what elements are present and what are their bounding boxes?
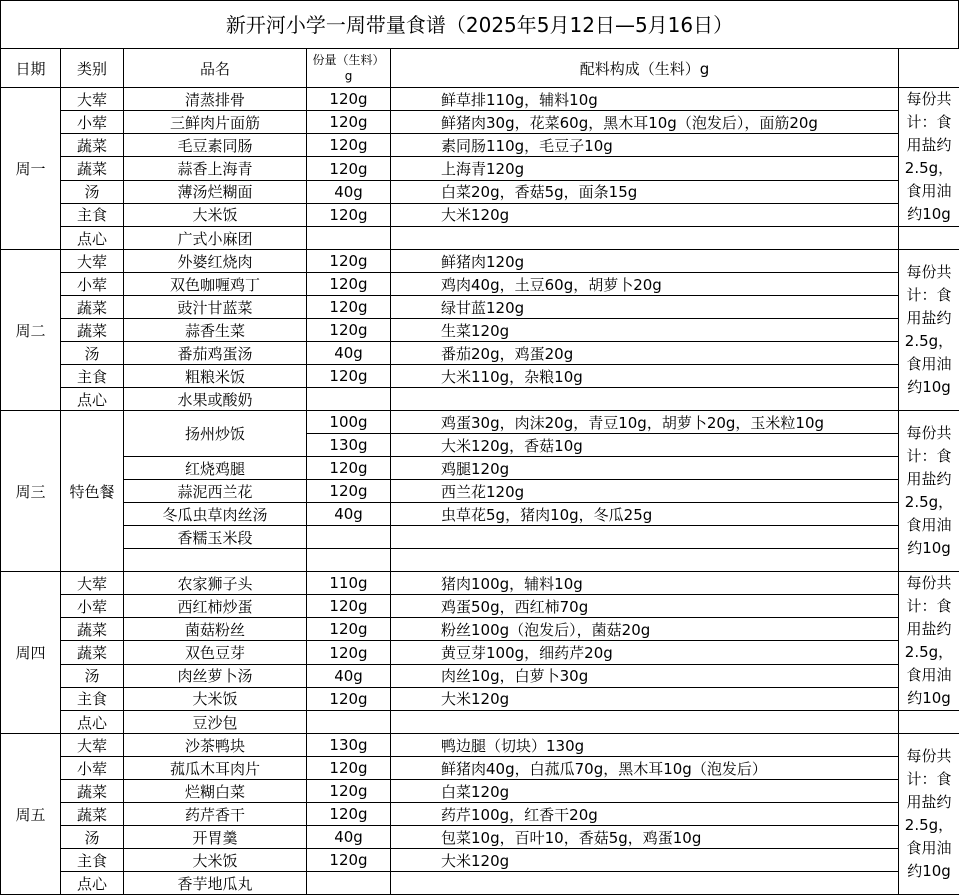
category-cell: 蔬菜 [61, 134, 124, 157]
note-cell: 每份共计：食用盐约2.5g，食用油约10g [899, 411, 959, 572]
category-cell: 大荤 [61, 734, 124, 757]
category-cell: 小荤 [61, 757, 124, 780]
table-row [1, 111, 959, 134]
category-cell: 特色餐 [61, 411, 124, 572]
materials-cell: 鸭边腿（切块）130g [391, 734, 899, 757]
materials-cell: 绿甘蓝120g [391, 296, 899, 319]
table-row [1, 342, 959, 365]
portion-cell: 40g [307, 664, 391, 687]
materials-cell [391, 227, 899, 250]
header-day: 日期 [1, 49, 61, 88]
table-row [1, 664, 959, 687]
table-row [1, 157, 959, 180]
materials-cell: 包菜10g，百叶10，香菇5g，鸡蛋10g [391, 826, 899, 849]
table-row [1, 250, 959, 273]
dish-cell: 粗粮米饭 [124, 365, 307, 388]
portion-cell: 120g [307, 296, 391, 319]
category-cell: 汤 [61, 180, 124, 203]
dish-cell: 双色咖喱鸡丁 [124, 273, 307, 296]
materials-cell: 鸡肉40g，土豆60g，胡萝卜20g [391, 273, 899, 296]
category-cell: 主食 [61, 365, 124, 388]
portion-cell: 40g [307, 826, 391, 849]
category-cell: 蔬菜 [61, 618, 124, 641]
table-row [1, 826, 959, 849]
table-row [1, 203, 959, 226]
portion-cell: 120g [307, 457, 391, 480]
dish-cell: 红烧鸡腿 [124, 457, 307, 480]
portion-cell [307, 227, 391, 250]
materials-cell: 鲜草排110g，辅料10g [391, 88, 899, 111]
portion-cell: 120g [307, 157, 391, 180]
category-cell: 蔬菜 [61, 780, 124, 803]
dish-cell: 扬州炒饭 [124, 411, 307, 457]
portion-cell: 120g [307, 203, 391, 226]
table-row [1, 757, 959, 780]
dish-cell: 肉丝萝卜汤 [124, 664, 307, 687]
dish-cell: 番茄鸡蛋汤 [124, 342, 307, 365]
materials-cell [391, 711, 899, 734]
portion-cell: 120g [307, 365, 391, 388]
category-cell: 主食 [61, 687, 124, 710]
table-row [1, 711, 959, 734]
category-cell: 汤 [61, 664, 124, 687]
dish-cell: 烂糊白菜 [124, 780, 307, 803]
dish-cell: 毛豆素同肠 [124, 134, 307, 157]
dish-cell: 大米饭 [124, 687, 307, 710]
header-dish: 品名 [124, 49, 307, 88]
header-portion [307, 49, 391, 88]
dish-cell: 蒜香上海青 [124, 157, 307, 180]
day-cell: 周一 [1, 88, 61, 250]
table-row [1, 388, 959, 411]
dish-cell: 大米饭 [124, 203, 307, 226]
portion-cell: 120g [307, 687, 391, 710]
page-title: 新开河小学一周带量食谱（2025年5月12日—5月16日） [0, 0, 959, 48]
header-portion-line1: 份量（生料） [312, 53, 384, 67]
portion-cell: 120g [307, 134, 391, 157]
portion-cell: 120g [307, 757, 391, 780]
note-cell: 每份共计：食用盐约2.5g，食用油约10g [899, 572, 959, 711]
category-cell: 蔬菜 [61, 319, 124, 342]
table-row [1, 365, 959, 388]
dish-cell: 药芹香干 [124, 803, 307, 826]
note-cell: 每份共计：食用盐约2.5g，食用油约10g [899, 734, 959, 895]
materials-cell: 大米110g，杂粮10g [391, 365, 899, 388]
category-cell: 点心 [61, 388, 124, 411]
note-cell-empty [899, 711, 959, 734]
note-cell: 每份共计：食用盐约2.5g，食用油约10g [899, 88, 959, 227]
materials-cell: 大米120g [391, 849, 899, 872]
dish-cell: 菌菇粉丝 [124, 618, 307, 641]
category-cell: 汤 [61, 826, 124, 849]
table-row [1, 595, 959, 618]
dish-cell: 薄汤烂糊面 [124, 180, 307, 203]
category-cell: 小荤 [61, 111, 124, 134]
materials-cell: 肉丝10g，白萝卜30g [391, 664, 899, 687]
category-cell: 蔬菜 [61, 641, 124, 664]
materials-cell: 黄豆芽100g，细药芹20g [391, 641, 899, 664]
portion-cell: 120g [307, 780, 391, 803]
table-row [1, 549, 959, 572]
materials-cell: 白菜120g [391, 780, 899, 803]
category-cell: 大荤 [61, 88, 124, 111]
portion-cell: 40g [307, 503, 391, 526]
portion-cell: 120g [307, 803, 391, 826]
category-cell: 小荤 [61, 273, 124, 296]
materials-cell: 生菜120g [391, 319, 899, 342]
portion-cell: 120g [307, 273, 391, 296]
table-row [1, 572, 959, 595]
dish-cell: 大米饭 [124, 849, 307, 872]
menu-table [0, 48, 959, 895]
dish-cell: 双色豆芽 [124, 641, 307, 664]
table-row [1, 273, 959, 296]
table-row [1, 618, 959, 641]
table-row [1, 503, 959, 526]
table-row [1, 803, 959, 826]
portion-cell: 120g [307, 849, 391, 872]
portion-cell: 40g [307, 342, 391, 365]
dish-cell: 菰瓜木耳肉片 [124, 757, 307, 780]
dish-cell: 蒜香生菜 [124, 319, 307, 342]
header-materials: 配料构成（生料）g [391, 49, 899, 88]
note-cell-empty [899, 227, 959, 250]
day-cell: 周五 [1, 734, 61, 895]
header-row [1, 49, 959, 88]
materials-cell: 药芹100g，红香干20g [391, 803, 899, 826]
materials-cell: 鲜猪肉30g，花菜60g，黑木耳10g（泡发后），面筋20g [391, 111, 899, 134]
portion-cell: 120g [307, 88, 391, 111]
materials-cell: 粉丝100g（泡发后），菌菇20g [391, 618, 899, 641]
materials-cell: 上海青120g [391, 157, 899, 180]
day-cell: 周三 [1, 411, 61, 572]
header-category: 类别 [61, 49, 124, 88]
dish-cell: 清蒸排骨 [124, 88, 307, 111]
materials-cell: 鲜猪肉40g，白菰瓜70g，黑木耳10g（泡发后） [391, 757, 899, 780]
table-row [1, 411, 959, 434]
header-note [899, 49, 959, 88]
materials-cell: 猪肉100g，辅料10g [391, 572, 899, 595]
portion-cell: 120g [307, 641, 391, 664]
category-cell: 主食 [61, 849, 124, 872]
category-cell: 点心 [61, 872, 124, 895]
table-row [1, 134, 959, 157]
portion-cell: 120g [307, 250, 391, 273]
header-portion-line2: g [345, 69, 353, 83]
portion-cell: 110g [307, 572, 391, 595]
table-row [1, 641, 959, 664]
table-row [1, 526, 959, 549]
dish-cell: 三鲜肉片面筋 [124, 111, 307, 134]
table-row [1, 780, 959, 803]
category-cell: 小荤 [61, 595, 124, 618]
materials-cell: 西兰花120g [391, 480, 899, 503]
materials-cell [391, 872, 899, 895]
category-cell: 点心 [61, 227, 124, 250]
dish-cell: 开胃羹 [124, 826, 307, 849]
portion-cell: 120g [307, 480, 391, 503]
dish-cell: 农家狮子头 [124, 572, 307, 595]
table-row [1, 687, 959, 710]
table-row [1, 319, 959, 342]
materials-cell: 鸡蛋50g，西红柿70g [391, 595, 899, 618]
materials-cell: 大米120g [391, 687, 899, 710]
portion-cell [307, 549, 391, 572]
dish-cell: 外婆红烧肉 [124, 250, 307, 273]
table-row [1, 296, 959, 319]
dish-cell: 沙茶鸭块 [124, 734, 307, 757]
category-cell: 汤 [61, 342, 124, 365]
materials-cell: 素同肠110g，毛豆子10g [391, 134, 899, 157]
portion-cell [307, 872, 391, 895]
materials-cell: 番茄20g，鸡蛋20g [391, 342, 899, 365]
dish-cell [124, 549, 307, 572]
dish-cell: 冬瓜虫草肉丝汤 [124, 503, 307, 526]
table-row [1, 227, 959, 250]
materials-cell: 白菜20g，香菇5g，面条15g [391, 180, 899, 203]
category-cell: 大荤 [61, 572, 124, 595]
materials-cell: 大米120g [391, 203, 899, 226]
table-row [1, 180, 959, 203]
materials-cell: 虫草花5g，猪肉10g，冬瓜25g [391, 503, 899, 526]
materials-cell [391, 526, 899, 549]
portion-cell [307, 526, 391, 549]
dish-cell: 香芋地瓜丸 [124, 872, 307, 895]
dish-cell: 豉汁甘蓝菜 [124, 296, 307, 319]
dish-cell: 蒜泥西兰花 [124, 480, 307, 503]
materials-cell [391, 388, 899, 411]
portion-cell: 120g [307, 319, 391, 342]
category-cell: 蔬菜 [61, 803, 124, 826]
portion-cell: 120g [307, 595, 391, 618]
category-cell: 蔬菜 [61, 157, 124, 180]
category-cell: 蔬菜 [61, 296, 124, 319]
materials-cell: 鸡腿120g [391, 457, 899, 480]
category-cell: 主食 [61, 203, 124, 226]
dish-cell: 广式小麻团 [124, 227, 307, 250]
day-cell: 周四 [1, 572, 61, 734]
portion-cell [307, 388, 391, 411]
dish-cell: 香糯玉米段 [124, 526, 307, 549]
table-row [1, 88, 959, 111]
category-cell: 大荤 [61, 250, 124, 273]
table-row [1, 480, 959, 503]
category-cell: 点心 [61, 711, 124, 734]
table-row [1, 734, 959, 757]
dish-cell: 西红柿炒蛋 [124, 595, 307, 618]
portion-cell: 120g [307, 111, 391, 134]
materials-cell: 大米120g，香菇10g [391, 434, 899, 457]
portion-cell: 130g [307, 434, 391, 457]
portion-cell: 130g [307, 734, 391, 757]
materials-cell: 鲜猪肉120g [391, 250, 899, 273]
materials-cell: 鸡蛋30g，肉沫20g，青豆10g，胡萝卜20g，玉米粒10g [391, 411, 899, 434]
day-cell: 周二 [1, 250, 61, 411]
table-row [1, 849, 959, 872]
dish-cell: 豆沙包 [124, 711, 307, 734]
table-row [1, 457, 959, 480]
dish-cell: 水果或酸奶 [124, 388, 307, 411]
portion-cell [307, 711, 391, 734]
portion-cell: 100g [307, 411, 391, 434]
portion-cell: 120g [307, 618, 391, 641]
table-row [1, 872, 959, 895]
note-cell: 每份共计：食用盐约2.5g，食用油约10g [899, 250, 959, 411]
materials-cell [391, 549, 899, 572]
portion-cell: 40g [307, 180, 391, 203]
